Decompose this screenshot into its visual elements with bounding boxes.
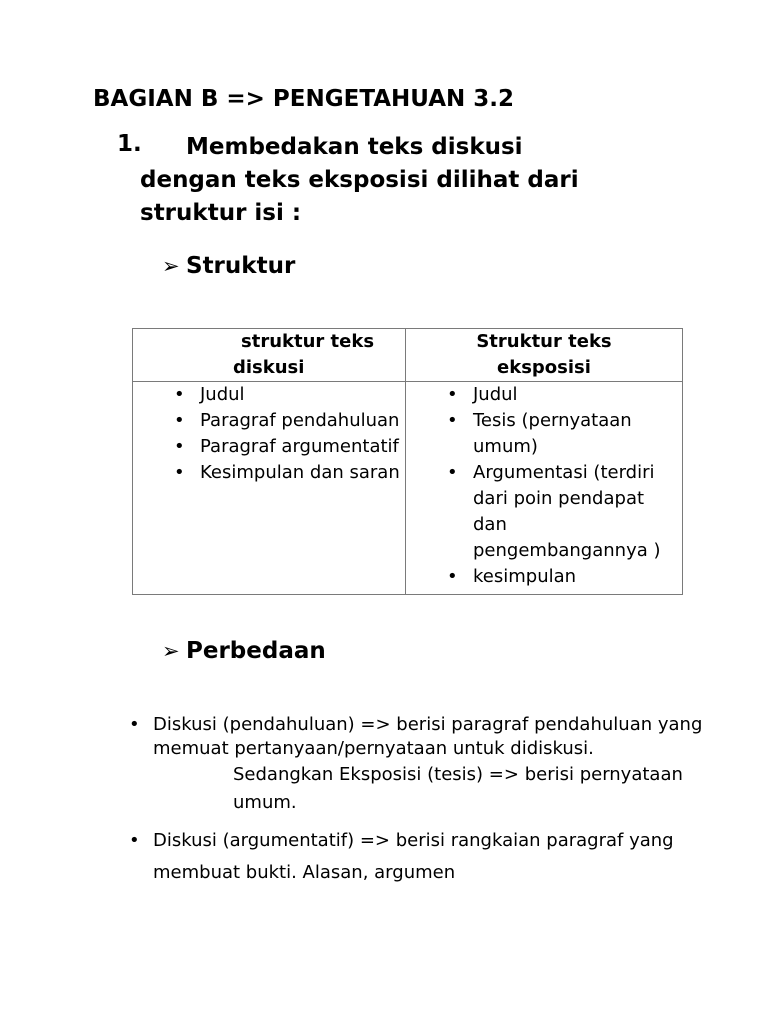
list-item: • Paragraf argumentatif (200, 434, 405, 460)
header-eksposisi-line-2: eksposisi (497, 357, 591, 378)
list-item: • Argumentasi (terdiri dari poin pendapat dan pengembangannya ) (473, 460, 682, 564)
subheading-perbedaan (162, 638, 326, 664)
question-text (140, 131, 700, 230)
subheading-struktur (162, 253, 295, 279)
list-item (153, 713, 713, 817)
list-item: • Judul (473, 382, 682, 408)
header-diskusi-line-1: struktur teks (241, 331, 375, 352)
diskusi-list (133, 382, 405, 490)
section-heading: BAGIAN B => PENGETAHUAN 3.2 (93, 86, 515, 112)
question-line-2: dengan teks eksposisi dilihat dari (140, 167, 579, 193)
list-item: • Paragraf pendahuluan (200, 408, 405, 434)
list-item: • Judul (200, 382, 405, 408)
subheading-struktur-label: Struktur (186, 253, 296, 279)
question-line-3: struktur isi : (140, 200, 302, 226)
list-item: • Tesis (pernyataan umum) (473, 408, 682, 460)
subheading-perbedaan-label: Perbedaan (186, 638, 326, 664)
header-diskusi (133, 329, 406, 382)
header-diskusi-line-2: diskusi (233, 357, 305, 378)
cell-eksposisi (406, 382, 683, 595)
table-body-row (133, 382, 683, 595)
list-item: • Kesimpulan dan saran (200, 460, 405, 486)
question-number: 1. (117, 131, 142, 157)
difference-text: Diskusi (pendahuluan) => berisi paragraf pendahuluan yang memuat pertanyaan/pernyataan untuk didiskusi. (153, 714, 703, 759)
difference-continuation: Sedangkan Eksposisi (tesis) => berisi pernyataan umum. (233, 764, 683, 813)
eksposisi-list (406, 382, 682, 594)
differences-list (153, 713, 713, 889)
difference-text: Diskusi (argumentatif) => berisi rangkaian paragraf yang membuat bukti. Alasan, argumen (153, 830, 674, 883)
header-eksposisi (406, 329, 683, 382)
header-eksposisi-line-1: Struktur teks (476, 331, 612, 352)
cell-diskusi (133, 382, 406, 595)
list-item: • kesimpulan (473, 564, 682, 590)
arrow-bullet-icon: ➢ (162, 254, 180, 278)
structure-table (132, 328, 683, 595)
arrow-bullet-icon: ➢ (162, 639, 180, 663)
list-item (153, 825, 713, 889)
question-line-1: Membedakan teks diskusi (186, 134, 523, 160)
table-header-row (133, 329, 683, 382)
